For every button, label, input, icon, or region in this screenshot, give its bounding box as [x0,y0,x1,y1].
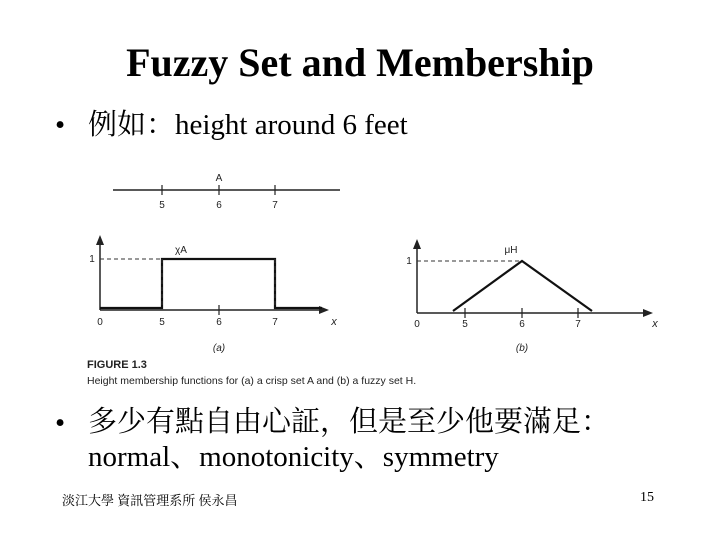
panel-b-x-tick-label: 5 [462,319,468,330]
panel-b-x-tick-label: 6 [519,319,525,330]
panel-b-x-arrowhead [643,309,653,317]
page-number: 15 [640,490,654,505]
panel-b-fuzzy-membership-curve [453,261,592,311]
top-axis-set-label: A [215,173,223,184]
panel-a-function-label: χA [175,245,187,256]
panel-b-y-tick-label: 1 [406,256,412,267]
panel-a-crisp-membership-curve [100,259,322,308]
bullet-text: 多少有點自由心証，但是至少他要滿足：normal、monotonicity、symmetry [88,406,611,473]
panel-a-x-variable: x [331,316,337,328]
slide-title: Fuzzy Set and Membership [126,40,594,85]
bullet-text: 例如：height around 6 feet [88,109,408,141]
top-axis-tick-label: 6 [216,200,222,211]
footer-affiliation: 淡江大學 資訊管理系所 侯永昌 [62,493,238,508]
panel-a-sub-label: (a) [212,343,226,354]
panel-a-y-tick-label: 1 [89,254,95,265]
figure-caption-title: FIGURE 1.3 [87,359,147,371]
top-axis-tick-label: 7 [272,200,278,211]
membership-figure [85,165,675,397]
panel-b-y-arrowhead [413,239,421,249]
figure-caption-text: Height membership functions for (a) a crisp set A and (b) a fuzzy set H. [87,375,417,387]
panel-b-function-label: μH [504,245,518,256]
panel-b-sub-label: (b) [515,343,529,354]
panel-a-x-tick-label: 5 [159,317,165,328]
bullet-marker: • [55,109,66,141]
top-axis-tick-label: 5 [159,200,165,211]
panel-a-origin-label: 0 [97,317,103,328]
panel-a-x-tick-label: 6 [216,317,222,328]
panel-a-y-arrowhead [96,235,104,245]
panel-b-x-variable: x [652,318,658,330]
bullet-marker: • [55,407,66,439]
panel-a-x-tick-label: 7 [272,317,278,328]
panel-b-origin-label: 0 [414,319,420,330]
panel-b-x-tick-label: 7 [575,319,581,330]
